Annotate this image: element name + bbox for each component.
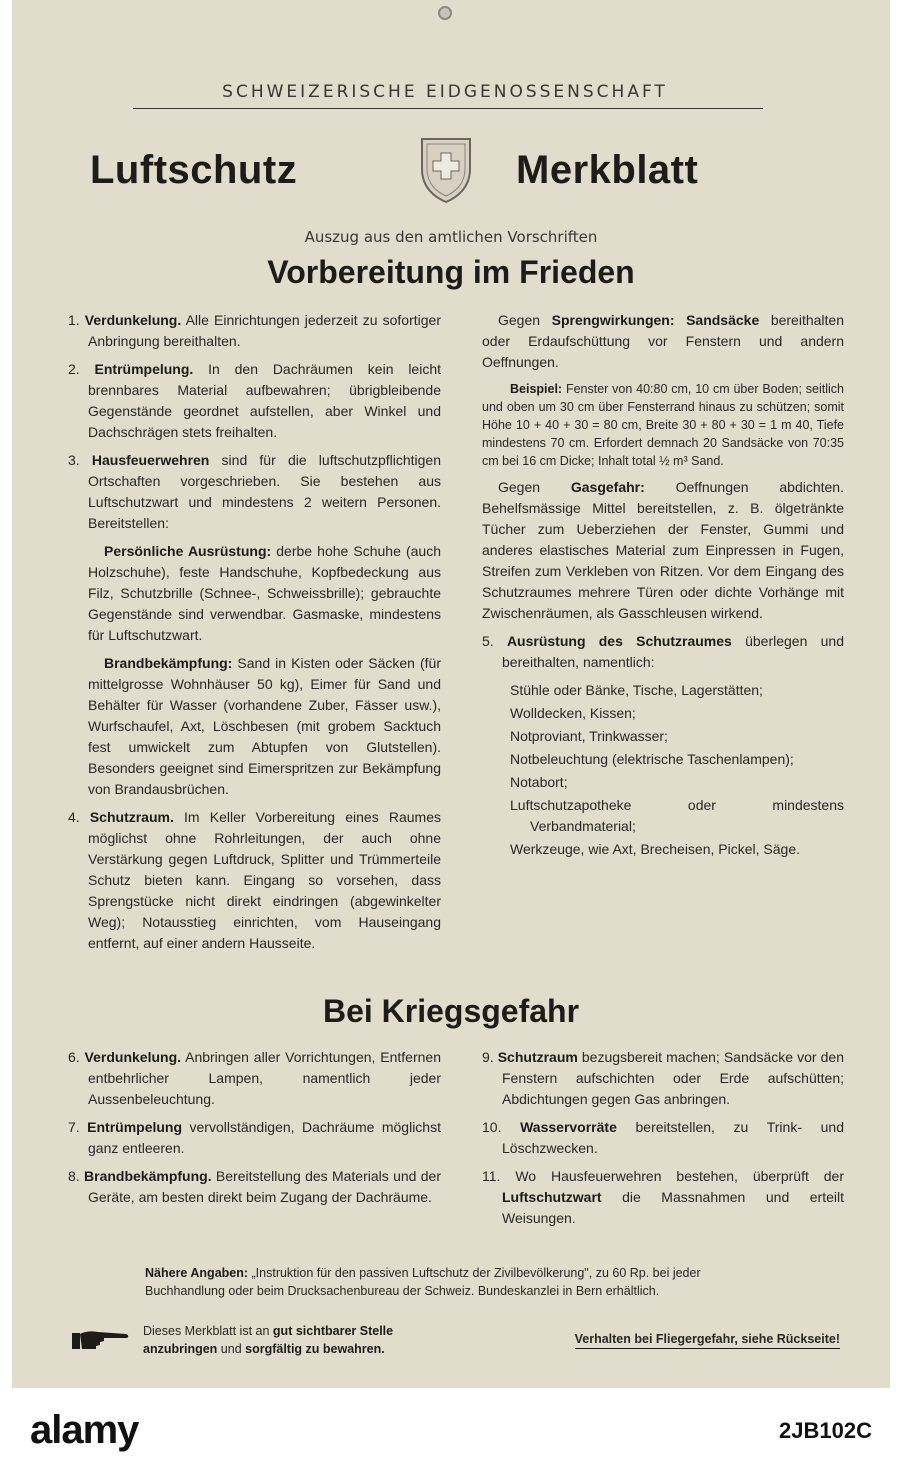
federation-header: SCHWEIZERISCHE EIDGENOSSENSCHAFT — [222, 82, 668, 102]
text-run: In den Dachräumen kein leicht brennbares Material aufbewahren; übrigbleibende Gegenstände geordnet aufstellen, aber Winkel und Dachschrägen stets freihalten. — [88, 361, 441, 440]
bold-term: Schutzraum — [497, 1049, 578, 1065]
bold-term: Wasservorräte — [520, 1119, 617, 1135]
title-right: Merkblatt — [516, 148, 699, 192]
paragraph — [482, 703, 844, 724]
text-run: 1. — [68, 312, 85, 328]
text-run: vervollständigen, Dachräume möglichst ganz entleeren. — [88, 1119, 441, 1156]
paragraph — [68, 310, 441, 352]
section1-right-column — [482, 310, 844, 961]
bold-term: Brandbekämpfung. — [84, 1168, 212, 1184]
footer-row — [70, 1322, 840, 1358]
bold-term: Entrümpelung — [87, 1119, 183, 1135]
paragraph — [482, 680, 844, 701]
bold-term: Verdunkelung. — [84, 1049, 182, 1065]
paragraph — [482, 477, 844, 624]
text-run: 8. — [68, 1168, 85, 1184]
text-run: Alle Einrichtungen jederzeit zu sofortiger Anbringung bereithalten. — [88, 312, 441, 349]
section2-columns — [12, 1047, 890, 1236]
bold-term: Ausrüstung des Schutzraumes — [506, 633, 732, 649]
keep-text-1: Dieses Merkblatt ist an — [143, 1324, 273, 1338]
paragraph — [68, 1117, 441, 1159]
paragraph — [68, 541, 441, 646]
paragraph — [68, 359, 441, 443]
text-run: Anbringen aller Vorrichtungen, Entfernen entbehrlicher Lampen, namentlich jeder Aussenbeleuchtung. — [88, 1049, 441, 1107]
section1-columns — [12, 310, 890, 961]
watermark-bar — [0, 1388, 902, 1478]
text-run: Werkzeuge, wie Axt, Brecheisen, Pickel, Säge. — [510, 841, 800, 857]
text-run: sind für die luftschutzpflichtigen Ortschaften vorgeschrieben. Sie bestehen aus Luftschutzwart und mindestens 2 weitern Personen. Bereitstellen: — [88, 452, 441, 531]
section1-left-column — [68, 310, 441, 961]
keep-bold-3: sorgfältig zu bewahren. — [245, 1342, 385, 1356]
bold-term: Verdunkelung. — [84, 312, 182, 328]
text-run: Wo Hausfeuerwehren bestehen, überprüft der — [515, 1168, 844, 1184]
paragraph — [482, 310, 844, 373]
paragraph — [482, 839, 844, 860]
text-run: 7. — [68, 1119, 88, 1135]
keep-bold-2: anzubringen — [143, 1342, 218, 1356]
text-run: 6. — [68, 1049, 85, 1065]
image-code: 2JB102C — [779, 1418, 872, 1443]
paragraph — [68, 450, 441, 534]
bold-term: Beispiel: — [510, 382, 563, 396]
keep-text-2: und — [217, 1342, 246, 1356]
further-info-note — [145, 1264, 765, 1300]
text-run: Wolldecken, Kissen; — [510, 705, 636, 721]
text-run: Gegen — [498, 479, 571, 495]
paragraph — [482, 795, 844, 837]
note-text: „Instruktion für den passiven Luftschutz der Zivilbevölkerung", zu 60 Rp. bei jeder Buchhandlung oder beim Drucksachenbureau der Schweiz. Bundeskanzlei in Bern erhältlich. — [145, 1266, 701, 1298]
section2-left-column — [68, 1047, 441, 1236]
bold-term: Hausfeuerwehren — [91, 452, 210, 468]
paragraph — [68, 1047, 441, 1110]
subtitle: Auszug aus den amtlichen Vorschriften — [304, 228, 598, 246]
paragraph — [482, 631, 844, 673]
paragraph — [68, 1166, 441, 1208]
bold-term: Persönliche Ausrüstung: — [104, 543, 272, 559]
text-run: Notbeleuchtung (elektrische Taschenlampen); — [510, 751, 794, 767]
paragraph — [482, 1117, 844, 1159]
text-run: Oeffnungen abdichten. Behelfsmässige Mittel bereitstellen, z. B. ölgetränkte Tücher zum Ueberziehen der Fenster, Gummi und anderes elastisches Material zum Einpressen in Fugen, Streifen zum Verkleben von Ritzen. Vor dem Eingang des Schutzraumes mehrere Türen oder dichte Vorhänge mit Zwischenräumen, als Gasschleusen wirkend. — [482, 479, 844, 621]
bold-term: Gasgefahr: — [570, 479, 645, 495]
bold-term: Brandbekämpfung: — [104, 655, 233, 671]
text-run: Stühle oder Bänke, Tische, Lagerstätten; — [510, 682, 763, 698]
text-run: 11. — [482, 1168, 516, 1184]
section2-heading: Bei Kriegsgefahr — [322, 993, 580, 1029]
text-run: Gegen — [498, 312, 552, 328]
poster-paper — [12, 0, 890, 1388]
text-run: bereitstellen, zu Trink- und Löschzwecken. — [502, 1119, 844, 1156]
text-run: die Massnahmen und erteilt Weisungen. — [502, 1189, 844, 1226]
title-left: Luftschutz — [90, 148, 298, 192]
text-run: 10. — [482, 1119, 521, 1135]
text-run: 2. — [68, 361, 95, 377]
paragraph — [482, 380, 844, 470]
text-run: bezugsbereit machen; Sandsäcke vor den Fenstern aufschichten oder Erde aufschütten; Abdichtungen gegen Gas anbringen. — [502, 1049, 844, 1107]
text-run: 3. — [68, 452, 92, 468]
section2-right-column — [482, 1047, 844, 1236]
text-run: 9. — [482, 1049, 498, 1065]
paragraph — [68, 653, 441, 800]
eyelet — [438, 6, 452, 20]
section1-heading: Vorbereitung im Frieden — [267, 254, 635, 290]
paragraph — [68, 807, 441, 954]
paragraph — [482, 1047, 844, 1110]
text-run: Luftschutzapotheke oder mindestens Verbandmaterial; — [510, 797, 844, 834]
paragraph — [482, 726, 844, 747]
bold-term: Luftschutzwart — [502, 1189, 602, 1205]
text-run: Bereitstellung des Materials und der Geräte, am besten direkt beim Zugang der Dachräume. — [88, 1168, 442, 1205]
text-run: 5. — [482, 633, 507, 649]
reverse-side-note: Verhalten bei Fliegergefahr, siehe Rückseite! — [575, 1332, 840, 1349]
paragraph — [482, 1166, 844, 1229]
text-run: Sand in Kisten oder Säcken (für mittelgrosse Wohnhäuser 50 kg), Eimer für Sand und Behälter für Wasser (vorhandene Zuber, Fässer usw.), Wurfschaufel, Axt, Löschbesen (mit grobem Sacktuch fest umwickelt zum Abtupfen von Glutstellen). Besonders geeignet sind Eimerspritzen zur Bekämpfung von Brandausbrüchen. — [88, 655, 441, 797]
text-run: Notabort; — [510, 774, 568, 790]
watermark-logo: alamy — [30, 1408, 139, 1452]
paragraph — [482, 749, 844, 770]
bold-term: Sprengwirkungen: Sandsäcke — [551, 312, 760, 328]
bold-term: Entrümpelung. — [94, 361, 194, 377]
pointing-hand-icon — [70, 1327, 130, 1353]
paragraph — [482, 772, 844, 793]
note-label: Nähere Angaben: — [145, 1266, 249, 1280]
keep-instruction — [143, 1322, 443, 1358]
text-run: Notproviant, Trinkwasser; — [510, 728, 668, 744]
text-run: Fenster von 40:80 cm, 10 cm über Boden; seitlich und oben um 30 cm über Fensterrand hinaus zu schützen; somit Höhe 10 + 40 + 30 = 80 cm, Breite 30 + 80 + 30 = 1 m 40, Tiefe mindestens 70 cm. Erfordert demnach 20 Sandsäcke von 70:35 cm bei 16 cm Dicke; Inhalt total ½ m³ Sand. — [482, 382, 844, 468]
header-rule — [133, 108, 763, 109]
text-run: Im Keller Vorbereitung eines Raumes möglichst ohne Rohrleitungen, der auch ohne Verstärkung gegen Luftdruck, Splitter und Trümmerteile Schutz bieten kann. Eingang so vorsehen, dass Sprengstücke nicht direkt eindringen (abgewinkelter Weg); Notausstieg einrichten, vom Hauseingang entfernt, auf einer andern Hausseite. — [88, 809, 441, 951]
text-run: bereithalten oder Erdaufschüttung vor Fenstern und andern Oeffnungen. — [482, 312, 844, 370]
text-run: 4. — [68, 809, 90, 825]
text-run: überlegen und bereithalten, namentlich: — [502, 633, 844, 670]
swiss-shield-icon — [418, 135, 474, 205]
keep-bold-1: gut sichtbarer Stelle — [272, 1324, 394, 1338]
text-run: derbe hohe Schuhe (auch Holzschuhe), feste Handschuhe, Kopfbedeckung aus Filz, Schutzbrille (Schnee-, Schweissbrille); gebrauchte Gegenstände sind verwendbar. Gasmaske, mindestens für Luftschutzwart. — [88, 543, 441, 643]
bold-term: Schutzraum. — [89, 809, 174, 825]
